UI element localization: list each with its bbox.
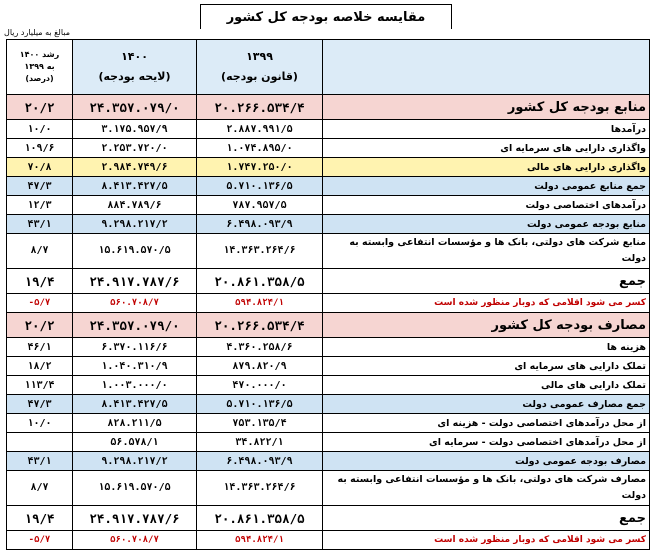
row-label: تملک دارایی های سرمایه ای — [323, 357, 650, 376]
value-1400: ۱۵.۶۱۹.۵۷۰/۵ — [73, 234, 197, 269]
value-1399: ۷۸۷.۹۵۷/۵ — [197, 196, 323, 215]
growth-percent: ۱۰/۰ — [7, 120, 73, 139]
growth-percent — [7, 433, 73, 452]
growth-percent: ۱۹/۴ — [7, 506, 73, 531]
row-label: جمع منابع عمومی دولت — [323, 177, 650, 196]
header-1399: ۱۳۹۹ (قانون بودجه) — [197, 40, 323, 95]
header-growth: رشد ۱۴۰۰ به ۱۳۹۹ (درصد) — [7, 40, 73, 95]
value-1400: ۲۴.۹۱۷.۷۸۷/۶ — [73, 269, 197, 294]
growth-percent: ۴۳/۱ — [7, 215, 73, 234]
table-row — [7, 158, 650, 177]
value-1400: ۵۶۰.۷۰۸/۷ — [73, 294, 197, 313]
table-row — [7, 120, 650, 139]
value-1400: ۱.۰۴۰.۳۱۰/۹ — [73, 357, 197, 376]
table-row — [7, 338, 650, 357]
value-1400: ۲.۹۸۴.۷۴۹/۶ — [73, 158, 197, 177]
growth-percent: ۸/۷ — [7, 471, 73, 506]
value-1400: ۲۴.۹۱۷.۷۸۷/۶ — [73, 506, 197, 531]
value-1400: ۸۸۴.۷۸۹/۶ — [73, 196, 197, 215]
row-label: جمع مصارف عمومی دولت — [323, 395, 650, 414]
row-label: درآمدها — [323, 120, 650, 139]
value-1400: ۲۴.۳۵۷.۰۷۹/۰ — [73, 95, 197, 120]
unit-note: مبالغ به میلیارد ریال — [4, 28, 70, 37]
table-row — [7, 234, 650, 269]
growth-percent: ۸/۷ — [7, 234, 73, 269]
table-row — [7, 433, 650, 452]
growth-percent: ۱۲/۳ — [7, 196, 73, 215]
row-label: از محل درآمدهای اختصاصی دولت - هزینه ای — [323, 414, 650, 433]
growth-percent: -۵/۷ — [7, 531, 73, 550]
growth-percent: ۱۱۳/۴ — [7, 376, 73, 395]
growth-percent: ۱۹/۴ — [7, 269, 73, 294]
row-label: مصارف شرکت های دولتی، بانک ها و مؤسسات انتفاعی وابسته به دولت — [323, 471, 650, 506]
value-1400: ۲.۲۵۳.۷۲۰/۰ — [73, 139, 197, 158]
row-label: درآمدهای اختصاصی دولت — [323, 196, 650, 215]
value-1399: ۱۴.۳۶۳.۲۶۴/۶ — [197, 234, 323, 269]
value-1399: ۲۰.۸۶۱.۳۵۸/۵ — [197, 506, 323, 531]
row-label: جمع — [323, 506, 650, 531]
value-1400: ۹.۲۹۸.۲۱۷/۲ — [73, 215, 197, 234]
table-row — [7, 395, 650, 414]
value-1400: ۹.۲۹۸.۲۱۷/۲ — [73, 452, 197, 471]
table-row — [7, 452, 650, 471]
value-1400: ۸.۴۱۳.۴۲۷/۵ — [73, 177, 197, 196]
row-label: جمع — [323, 269, 650, 294]
table-body — [7, 95, 650, 550]
header-row — [7, 40, 650, 95]
table-row — [7, 139, 650, 158]
row-label: مصارف بودجه عمومی دولت — [323, 452, 650, 471]
value-1400: ۸.۴۱۳.۴۲۷/۵ — [73, 395, 197, 414]
growth-percent: ۴۷/۳ — [7, 177, 73, 196]
table-row — [7, 313, 650, 338]
value-1400: ۱.۰۰۳.۰۰۰/۰ — [73, 376, 197, 395]
table-row — [7, 196, 650, 215]
value-1400: ۱۵.۶۱۹.۵۷۰/۵ — [73, 471, 197, 506]
value-1400: ۳.۱۷۵.۹۵۷/۹ — [73, 120, 197, 139]
value-1399: ۵.۷۱۰.۱۳۶/۵ — [197, 177, 323, 196]
table-row — [7, 95, 650, 120]
value-1399: ۶.۴۹۸.۰۹۳/۹ — [197, 452, 323, 471]
value-1400: ۶.۳۷۰.۱۱۶/۶ — [73, 338, 197, 357]
value-1399: ۱۴.۳۶۳.۲۶۴/۶ — [197, 471, 323, 506]
row-label: مصارف بودجه کل کشور — [323, 313, 650, 338]
header-label-cell — [323, 40, 650, 95]
growth-percent: ۱۸/۲ — [7, 357, 73, 376]
table-row — [7, 531, 650, 550]
value-1399: ۵.۷۱۰.۱۳۶/۵ — [197, 395, 323, 414]
value-1400: ۲۴.۳۵۷.۰۷۹/۰ — [73, 313, 197, 338]
table-row — [7, 294, 650, 313]
growth-percent: ۱۰/۰ — [7, 414, 73, 433]
header-1400: ۱۴۰۰ (لایحه بودجه) — [73, 40, 197, 95]
growth-percent: ۴۳/۱ — [7, 452, 73, 471]
growth-percent: ۲۰/۲ — [7, 95, 73, 120]
growth-percent: ۲۰/۲ — [7, 313, 73, 338]
value-1399: ۷۵۳.۱۳۵/۴ — [197, 414, 323, 433]
table-row — [7, 471, 650, 506]
growth-percent: ۱۰۹/۶ — [7, 139, 73, 158]
value-1399: ۲۰.۲۶۶.۵۳۴/۴ — [197, 95, 323, 120]
value-1399: ۴.۳۶۰.۲۵۸/۶ — [197, 338, 323, 357]
row-label: تملک دارایی های مالی — [323, 376, 650, 395]
growth-percent: -۵/۷ — [7, 294, 73, 313]
row-label: واگذاری دارایی های سرمایه ای — [323, 139, 650, 158]
value-1399: ۲.۸۸۷.۹۹۱/۵ — [197, 120, 323, 139]
value-1399: ۳۴.۸۲۲/۱ — [197, 433, 323, 452]
value-1400: ۵۶.۵۷۸/۱ — [73, 433, 197, 452]
row-label: منابع شرکت های دولتی، بانک ها و مؤسسات انتفاعی وابسته به دولت — [323, 234, 650, 269]
value-1400: ۸۲۸.۲۱۱/۵ — [73, 414, 197, 433]
table-row — [7, 177, 650, 196]
value-1399: ۱.۰۷۴.۸۹۵/۰ — [197, 139, 323, 158]
growth-percent: ۷۰/۸ — [7, 158, 73, 177]
budget-table — [6, 39, 650, 550]
value-1399: ۶.۴۹۸.۰۹۳/۹ — [197, 215, 323, 234]
value-1399: ۲۰.۸۶۱.۳۵۸/۵ — [197, 269, 323, 294]
row-label: کسر می شود اقلامی که دوبار منظور شده است — [323, 294, 650, 313]
table-row — [7, 376, 650, 395]
row-label: منابع بودجه کل کشور — [323, 95, 650, 120]
value-1399: ۱.۷۴۷.۲۵۰/۰ — [197, 158, 323, 177]
table-row — [7, 269, 650, 294]
growth-percent: ۴۶/۱ — [7, 338, 73, 357]
value-1399: ۵۹۴.۸۲۴/۱ — [197, 294, 323, 313]
row-label: منابع بودجه عمومی دولت — [323, 215, 650, 234]
row-label: هزینه ها — [323, 338, 650, 357]
row-label: از محل درآمدهای اختصاصی دولت - سرمایه ای — [323, 433, 650, 452]
table-row — [7, 506, 650, 531]
growth-percent: ۴۷/۳ — [7, 395, 73, 414]
document-title: مقایسه خلاصه بودجه کل کشور — [200, 4, 452, 29]
row-label: واگذاری دارایی های مالی — [323, 158, 650, 177]
table-row — [7, 414, 650, 433]
value-1399: ۴۷۰.۰۰۰/۰ — [197, 376, 323, 395]
table-row — [7, 215, 650, 234]
value-1399: ۲۰.۲۶۶.۵۳۴/۴ — [197, 313, 323, 338]
value-1399: ۵۹۴.۸۲۴/۱ — [197, 531, 323, 550]
table-row — [7, 357, 650, 376]
row-label: کسر می شود اقلامی که دوبار منظور شده است — [323, 531, 650, 550]
value-1399: ۸۷۹.۸۲۰/۹ — [197, 357, 323, 376]
value-1400: ۵۶۰.۷۰۸/۷ — [73, 531, 197, 550]
